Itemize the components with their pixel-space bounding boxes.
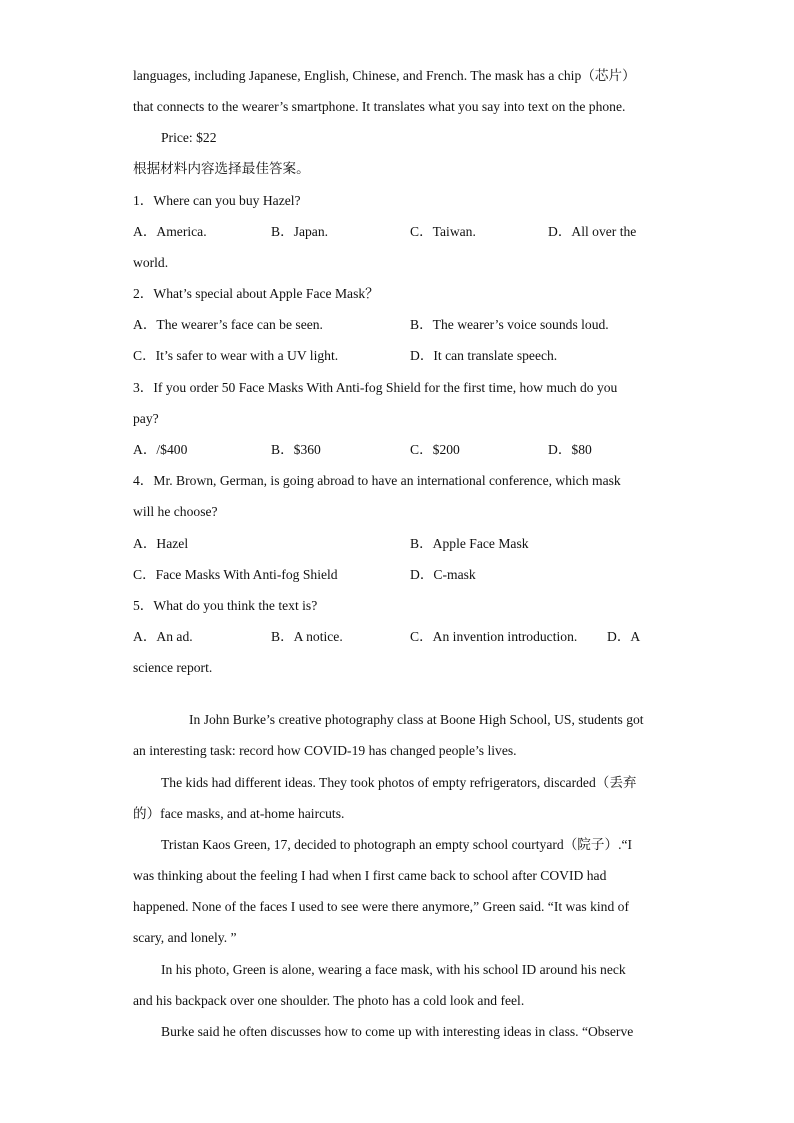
question-1-option-d-wrap: world. bbox=[133, 255, 169, 270]
question-1-option-a[interactable]: A．America. bbox=[133, 224, 207, 239]
price-text: Price: $22 bbox=[161, 130, 217, 145]
question-5-stem: 5．What do you think the text is? bbox=[133, 598, 318, 613]
question-2-option-c[interactable]: C．It’s safer to wear with a UV light. bbox=[133, 348, 339, 363]
question-3-stem: 3．If you order 50 Face Masks With Anti-fog Shield for the first time, how much do you bbox=[133, 380, 618, 395]
question-2-option-a[interactable]: A．The wearer’s face can be seen. bbox=[133, 317, 323, 332]
passage-a-line-1: languages, including Japanese, English, Chinese, and French. The mask has a chip（芯片） bbox=[133, 68, 636, 83]
question-5-option-d-wrap: science report. bbox=[133, 660, 213, 675]
passage-b-line: happened. None of the faces I used to see were there anymore,” Green said. “It was kind of bbox=[133, 899, 629, 914]
passage-b-line: Burke said he often discusses how to come up with interesting ideas in class. “Observe bbox=[161, 1024, 634, 1039]
question-1-stem: 1．Where can you buy Hazel? bbox=[133, 193, 301, 208]
question-1-option-c[interactable]: C．Taiwan. bbox=[410, 224, 476, 239]
question-3-option-a[interactable]: A．/$400 bbox=[133, 442, 188, 457]
passage-b-line: Tristan Kaos Green, 17, decided to photograph an empty school courtyard（院子）.“I bbox=[161, 837, 633, 852]
passage-b-line: and his backpack over one shoulder. The photo has a cold look and feel. bbox=[133, 993, 525, 1008]
question-1-option-d[interactable]: D．All over the bbox=[548, 224, 637, 239]
question-2-stem: 2．What’s special about Apple Face Mask？ bbox=[133, 286, 379, 301]
passage-b-line: was thinking about the feeling I had when I first came back to school after COVID had bbox=[133, 868, 607, 883]
question-3-stem-wrap: pay? bbox=[133, 411, 159, 426]
question-5-option-b[interactable]: B．A notice. bbox=[271, 629, 343, 644]
passage-b-line: an interesting task: record how COVID-19 has changed people’s lives. bbox=[133, 743, 517, 758]
instruction-text: 根据材料内容选择最佳答案。 bbox=[133, 161, 310, 176]
question-5-option-a[interactable]: A．An ad. bbox=[133, 629, 193, 644]
question-5-option-d[interactable]: D．A bbox=[607, 629, 641, 644]
question-4-stem: 4．Mr. Brown, German, is going abroad to have an international conference, which mask bbox=[133, 473, 621, 488]
passage-b-line: scary, and lonely. ” bbox=[133, 930, 237, 945]
passage-a-line-2: that connects to the wearer’s smartphone. It translates what you say into text on the phone. bbox=[133, 99, 626, 114]
question-3-option-b[interactable]: B．$360 bbox=[271, 442, 321, 457]
question-2-option-b[interactable]: B．The wearer’s voice sounds loud. bbox=[410, 317, 609, 332]
passage-b-line: In his photo, Green is alone, wearing a face mask, with his school ID around his neck bbox=[161, 962, 626, 977]
passage-b-line: 的）face masks, and at-home haircuts. bbox=[133, 806, 345, 821]
question-5-option-c[interactable]: C．An invention introduction. bbox=[410, 629, 578, 644]
question-3-option-d[interactable]: D．$80 bbox=[548, 442, 592, 457]
question-4-stem-wrap: will he choose? bbox=[133, 504, 218, 519]
question-4-option-c[interactable]: C．Face Masks With Anti-fog Shield bbox=[133, 567, 338, 582]
question-2-option-d[interactable]: D．It can translate speech. bbox=[410, 348, 558, 363]
question-4-option-b[interactable]: B．Apple Face Mask bbox=[410, 536, 529, 551]
question-1-option-b[interactable]: B．Japan. bbox=[271, 224, 329, 239]
passage-b-line: The kids had different ideas. They took photos of empty refrigerators, discarded（丢弃 bbox=[161, 775, 637, 790]
question-4-option-d[interactable]: D．C-mask bbox=[410, 567, 476, 582]
passage-b-line: In John Burke’s creative photography class at Boone High School, US, students got bbox=[189, 712, 644, 727]
question-4-option-a[interactable]: A．Hazel bbox=[133, 536, 189, 551]
question-3-option-c[interactable]: C．$200 bbox=[410, 442, 460, 457]
